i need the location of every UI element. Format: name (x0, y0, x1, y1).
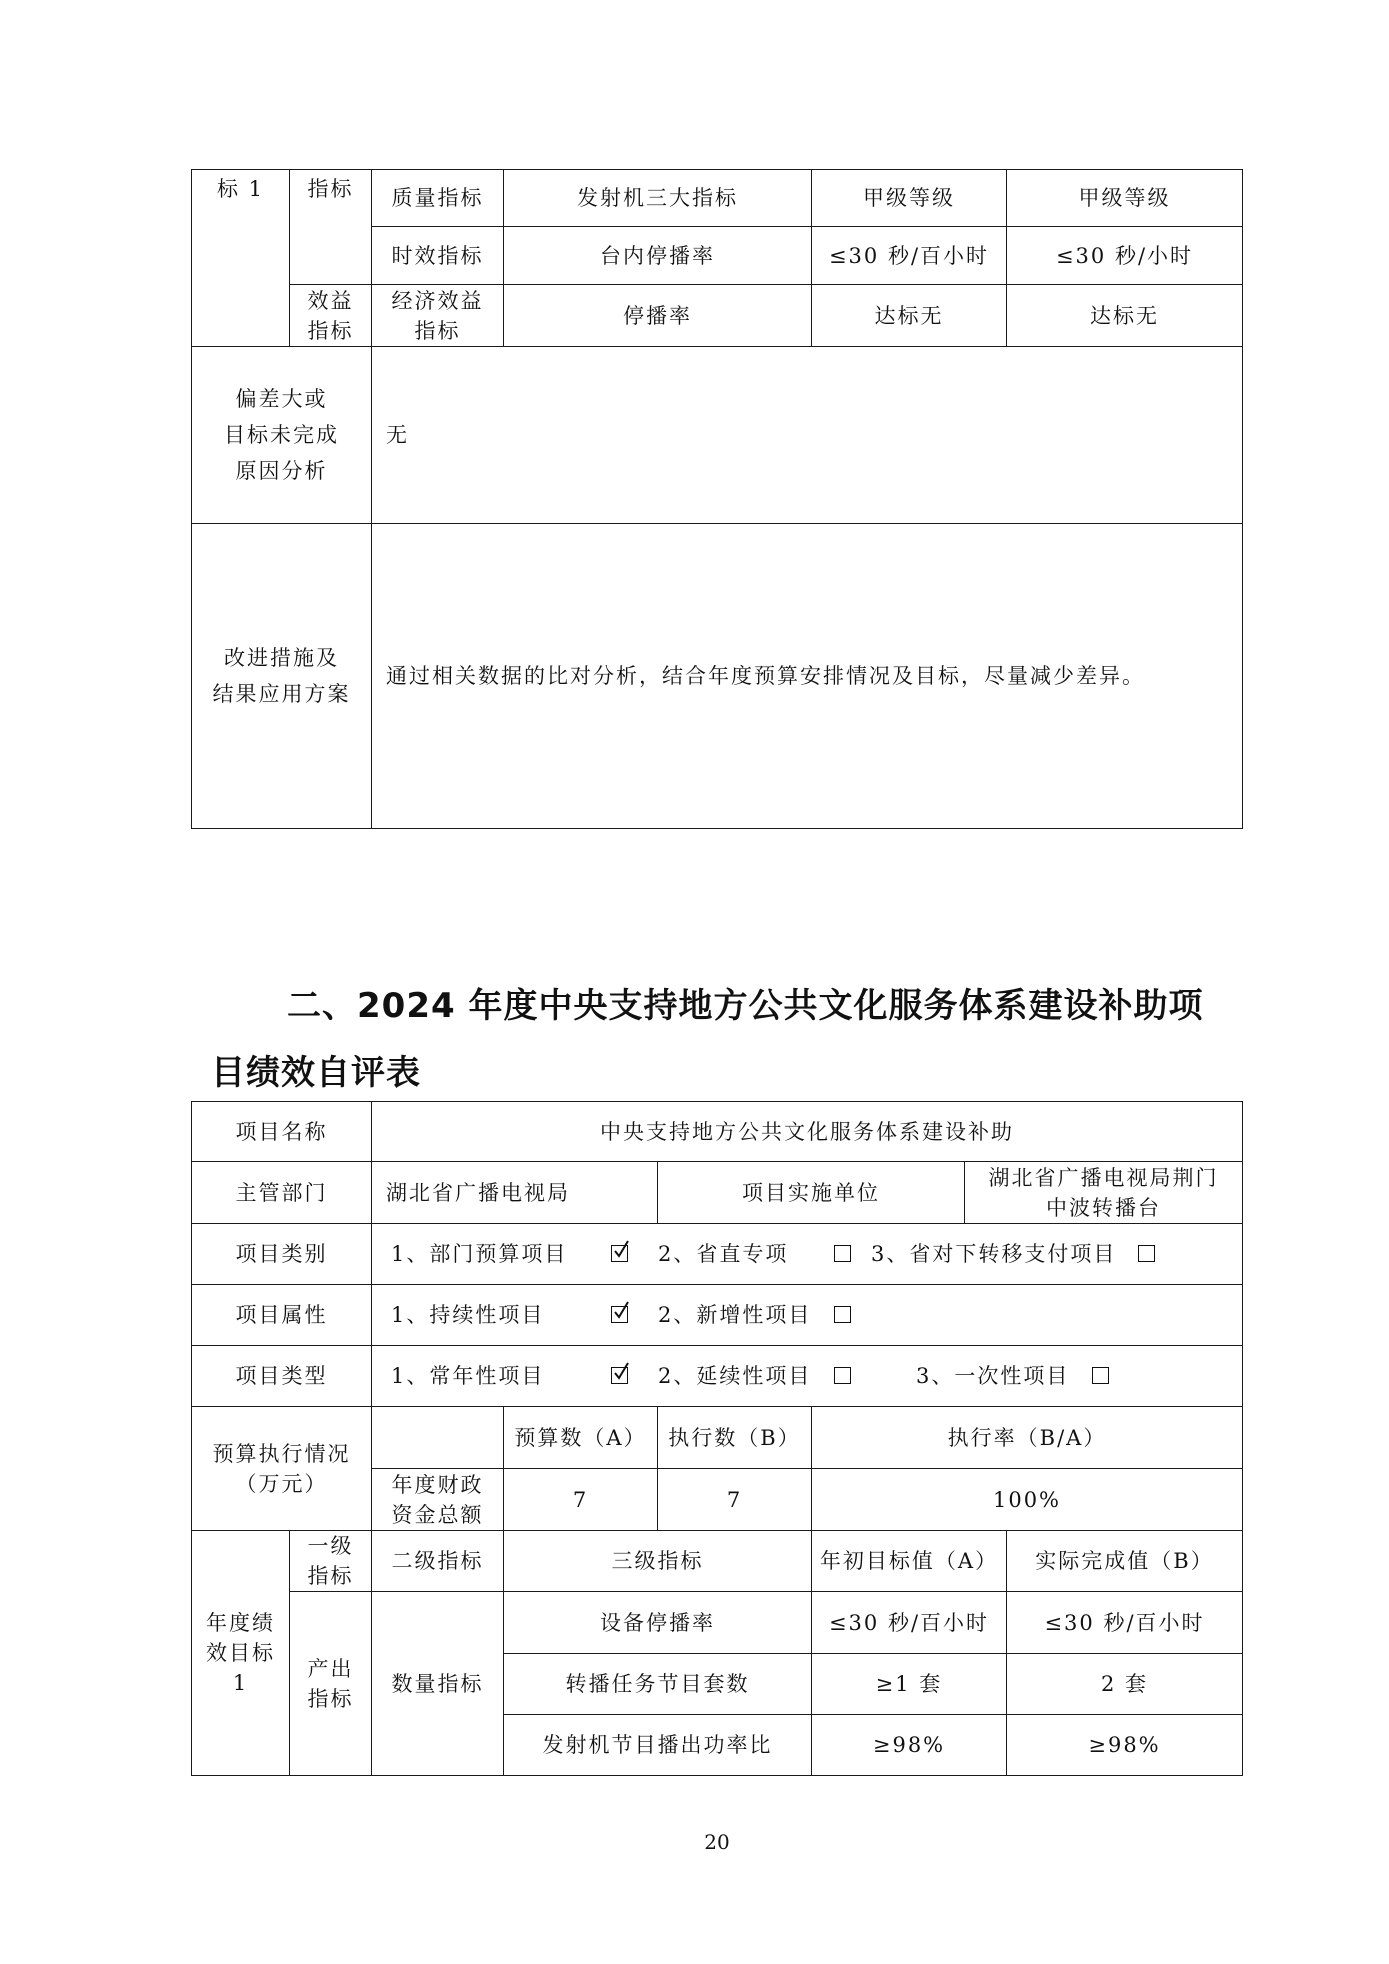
option-label: 3、省对下转移支付项目 (871, 1242, 1117, 1266)
output-indicator-label (290, 1592, 372, 1776)
actual-value: ≥98% (1007, 1715, 1243, 1776)
table-row (192, 524, 1243, 829)
project-evaluation-table (191, 1101, 1243, 1776)
category-line: 经济效益 (391, 288, 484, 313)
table-row (192, 1531, 1243, 1592)
project-name-label: 项目名称 (192, 1102, 372, 1162)
improvement-label-line: 结果应用方案 (212, 682, 351, 706)
actual-value: 达标无 (1007, 285, 1243, 347)
funds-label-line: 资金总额 (391, 1502, 484, 1527)
department-value: 湖北省广播电视局 (372, 1162, 658, 1224)
project-category-label: 项目类别 (192, 1224, 372, 1285)
category-line: 指标 (414, 318, 461, 343)
target-value: 甲级等级 (812, 170, 1007, 227)
checkbox-icon (834, 1367, 851, 1384)
deviation-label-line: 目标未完成 (224, 423, 339, 447)
budget-label-line: 预算执行情况 (212, 1441, 351, 1466)
benefit-label-line: 效益 (307, 288, 354, 313)
goal-number-cell (192, 170, 290, 347)
actual-header: 实际完成值（B） (1007, 1531, 1243, 1592)
budgeted-value: 7 (504, 1469, 658, 1531)
department-label: 主管部门 (192, 1162, 372, 1224)
table-row (192, 1592, 1243, 1654)
budget-execution-label (192, 1407, 372, 1531)
goal-label-line: 年度绩 (206, 1611, 275, 1635)
target-value: 达标无 (812, 285, 1007, 347)
quantity-indicator-label: 数量指标 (372, 1592, 504, 1776)
table-row (192, 1285, 1243, 1346)
benefit-level1-cell (290, 285, 372, 347)
table-row (192, 347, 1243, 524)
level3-indicator: 停播率 (504, 285, 812, 347)
annual-goal-label (192, 1531, 290, 1776)
level2-category: 质量指标 (372, 170, 504, 227)
deviation-label-line: 偏差大或 (235, 387, 328, 411)
checkbox-icon (1092, 1367, 1109, 1384)
level3-indicator: 发射机三大指标 (504, 170, 812, 227)
project-name-value: 中央支持地方公共文化服务体系建设补助 (372, 1102, 1243, 1162)
checkbox-checked-icon (611, 1245, 628, 1262)
level1-header-line: 一级 (307, 1534, 354, 1558)
target-value: ≤30 秒/百小时 (812, 1592, 1007, 1654)
execution-rate-value: 100% (812, 1469, 1243, 1531)
checkbox-checked-icon (611, 1306, 628, 1323)
target-value: ≥98% (812, 1715, 1007, 1776)
deviation-label-cell (192, 347, 372, 524)
budget-blank-header (372, 1407, 504, 1469)
executed-value: 7 (658, 1469, 812, 1531)
project-attribute-label: 项目属性 (192, 1285, 372, 1346)
level1-header-line: 指标 (307, 1564, 354, 1588)
level2-category (372, 285, 504, 347)
funds-label-line: 年度财政 (391, 1472, 484, 1497)
deviation-label-line: 原因分析 (235, 459, 328, 483)
target-header: 年初目标值（A） (812, 1531, 1007, 1592)
page-number: 20 (704, 1830, 730, 1854)
level2-category: 时效指标 (372, 227, 504, 285)
project-attribute-options (372, 1285, 1243, 1346)
actual-value: ≤30 秒/百小时 (1007, 1592, 1243, 1654)
table-row (192, 170, 1243, 227)
annual-funds-label (372, 1469, 504, 1531)
level3-indicator: 发射机节目播出功率比 (504, 1715, 812, 1776)
implementing-unit-value (965, 1162, 1243, 1224)
unit-value-line: 湖北省广播电视局荆门 (988, 1165, 1219, 1190)
project-category-options (372, 1224, 1243, 1285)
level3-indicator: 转播任务节目套数 (504, 1654, 812, 1715)
option-label: 2、新增性项目 (658, 1303, 812, 1327)
benefit-label-line: 指标 (307, 318, 354, 343)
option-label: 1、部门预算项目 (391, 1242, 568, 1266)
table-row (192, 285, 1243, 347)
option-label: 2、省直专项 (658, 1242, 789, 1266)
output-label-line: 指标 (307, 1686, 354, 1711)
target-value: ≤30 秒/百小时 (812, 227, 1007, 285)
level1-header (290, 1531, 372, 1592)
goal-number-label: 标 1 (216, 177, 265, 201)
checkbox-icon (834, 1306, 851, 1323)
level3-header: 三级指标 (504, 1531, 812, 1592)
unit-value-line: 中波转播台 (1046, 1195, 1161, 1220)
improvement-label-cell (192, 524, 372, 829)
actual-value: ≤30 秒/小时 (1007, 227, 1243, 285)
table-row (192, 1102, 1243, 1162)
project-type-options (372, 1346, 1243, 1407)
option-label: 1、常年性项目 (391, 1364, 545, 1388)
actual-value: 甲级等级 (1007, 170, 1243, 227)
executed-header: 执行数（B） (658, 1407, 812, 1469)
level3-indicator: 台内停播率 (504, 227, 812, 285)
checkbox-checked-icon (611, 1367, 628, 1384)
level1-indicator-label: 指标 (307, 177, 354, 201)
option-label: 3、一次性项目 (916, 1364, 1070, 1388)
checkbox-icon (834, 1245, 851, 1262)
target-value: ≥1 套 (812, 1654, 1007, 1715)
section-heading-line-1: 二、2024 年度中央支持地方公共文化服务体系建设补助项 (287, 986, 1204, 1026)
level2-header: 二级指标 (372, 1531, 504, 1592)
goal-label-line: 1 (232, 1671, 249, 1695)
table-row (192, 1407, 1243, 1469)
budgeted-header: 预算数（A） (504, 1407, 658, 1469)
option-label: 2、延续性项目 (658, 1364, 812, 1388)
improvement-value: 通过相关数据的比对分析，结合年度预算安排情况及目标，尽量减少差异。 (372, 524, 1243, 829)
actual-value: 2 套 (1007, 1654, 1243, 1715)
table-row (192, 1346, 1243, 1407)
continued-performance-table (191, 169, 1243, 829)
output-label-line: 产出 (307, 1656, 354, 1681)
implementing-unit-label: 项目实施单位 (658, 1162, 965, 1224)
improvement-label-line: 改进措施及 (224, 646, 339, 670)
budget-label-line: （万元） (235, 1471, 328, 1496)
level3-indicator: 设备停播率 (504, 1592, 812, 1654)
checkbox-icon (1138, 1245, 1155, 1262)
goal-label-line: 效目标 (206, 1641, 275, 1665)
project-type-label: 项目类型 (192, 1346, 372, 1407)
table-row (192, 1224, 1243, 1285)
table-row (192, 1162, 1243, 1224)
deviation-value: 无 (372, 347, 1243, 524)
section-heading-line-2: 目绩效自评表 (211, 1053, 421, 1093)
option-label: 1、持续性项目 (391, 1303, 545, 1327)
execution-rate-header: 执行率（B/A） (812, 1407, 1243, 1469)
level1-indicator-cell (290, 170, 372, 285)
